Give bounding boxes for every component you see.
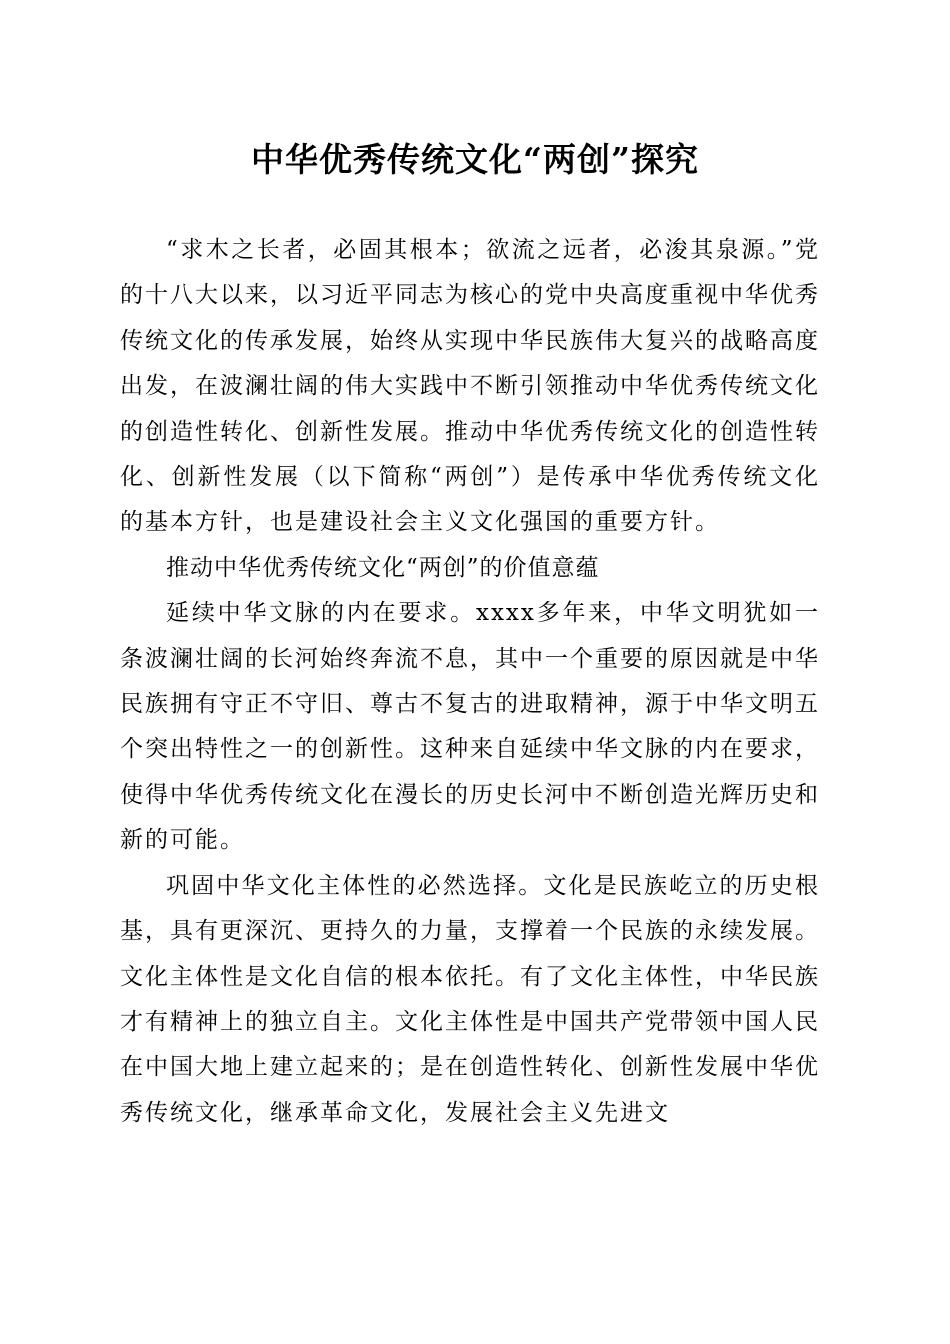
intro-paragraph: “求木之长者，必固其根本；欲流之远者，必浚其泉源。”党的十八大以来，以习近平同志为核心的党中央高度重视中华优秀传统文化的传承发展，始终从实现中华民族伟大复兴的战略高度出发，在波澜壮阔的伟大实践中不断引领推动中华优秀传统文化的创造性转化、创新性发展。推动中华优秀传统文化的创造性转化、创新性发展（以下简称“两创”）是传承中华优秀传统文化的基本方针，也是建设社会主义文化强国的重要方针。 bbox=[120, 237, 820, 536]
document-title: 中华优秀传统文化“两创”探究 bbox=[251, 140, 699, 179]
section-heading: 推动中华优秀传统文化“两创”的价值意蕴 bbox=[166, 554, 600, 581]
document-body bbox=[120, 228, 820, 1136]
paragraph-cultural-continuity: 延续中华文脉的内在要求。xxxx多年来，中华文明犹如一条波澜壮阔的长河始终奔流不息，其中一个重要的原因就是中华民族拥有守正不守旧、尊古不复古的进取精神，源于中华文明五个突出特性之一的创新性。这种来自延续中华文脉的内在要求，使得中华优秀传统文化在漫长的历史长河中不断创造光辉历史和新的可能。 bbox=[120, 600, 820, 854]
paragraph-cultural-subjectivity: 巩固中华文化主体性的必然选择。文化是民族屹立的历史根基，具有更深沉、更持久的力量，支撑着一个民族的永续发展。文化主体性是文化自信的根本依托。有了文化主体性，中华民族才有精神上的独立自主。文化主体性是中国共产党带领中国人民在中国大地上建立起来的；是在创造性转化、创新性发展中华优秀传统文化，继承革命文化，发展社会主义先进文 bbox=[120, 872, 820, 1126]
